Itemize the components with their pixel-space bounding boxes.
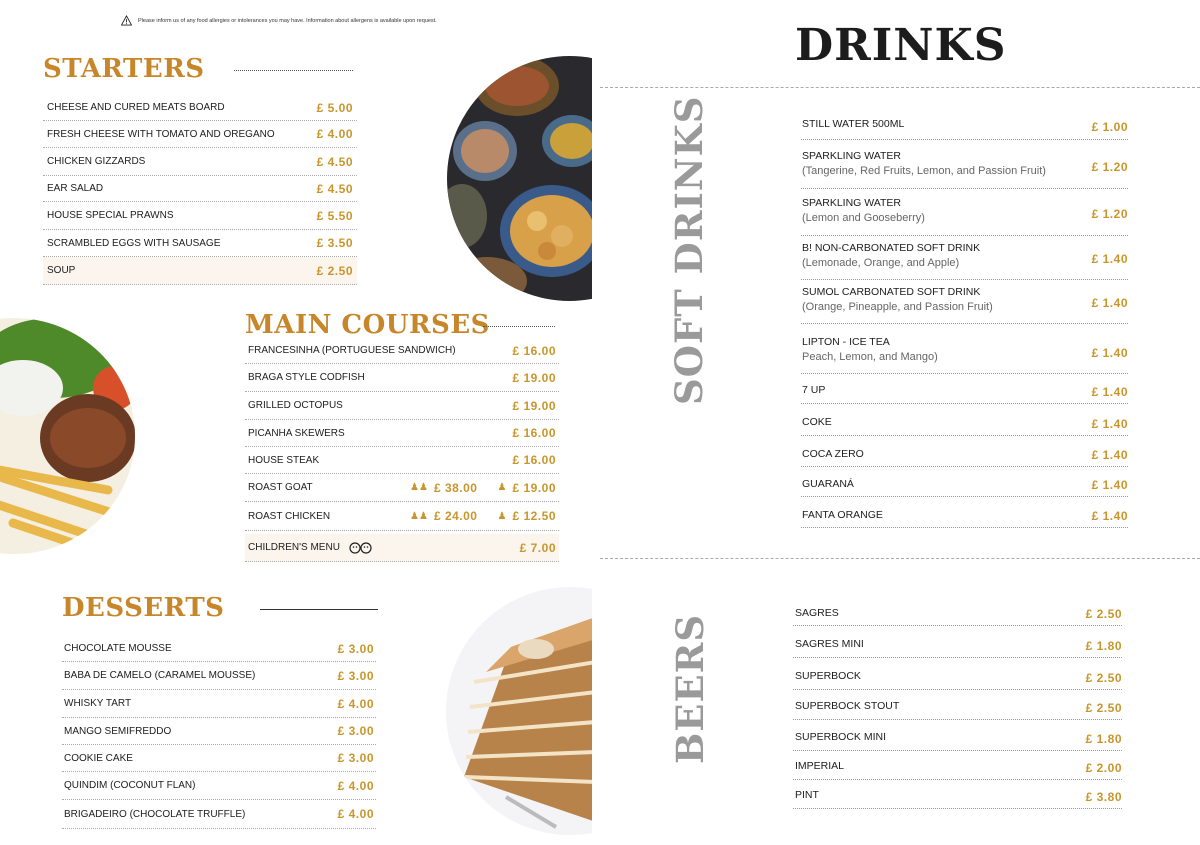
- drinks-middle-divider: [600, 558, 1200, 559]
- list-item: SUPERBOCK STOUT £ 2.50: [793, 696, 1122, 720]
- list-item: FRANCESINHA (PORTUGUESE SANDWICH) £ 16.00: [245, 338, 559, 364]
- list-item: MANGO SEMIFREDDO £ 3.00: [62, 718, 376, 745]
- two-people-icon: ♟♟: [410, 482, 428, 493]
- drinks-title: DRINKS: [795, 20, 1007, 71]
- list-item: IMPERIAL £ 2.00: [793, 756, 1122, 780]
- list-item: CHEESE AND CURED MEATS BOARD £ 5.00: [43, 95, 357, 121]
- list-item: PICANHA SKEWERS £ 16.00: [245, 420, 559, 447]
- list-item: QUINDIM (COCONUT FLAN) £ 4.00: [62, 772, 376, 800]
- list-item: CHILDREN'S MENU £ 7.00: [245, 534, 559, 562]
- list-item: COCA ZERO £ 1.40: [801, 444, 1128, 467]
- list-item: ROAST GOAT ♟♟ £ 38.00 ♟ £ 19.00: [245, 474, 559, 502]
- list-item: ROAST CHICKEN ♟♟ £ 24.00 ♟ £ 12.50: [245, 502, 559, 531]
- allergen-notice-text: Please inform us of any food allergies or intolerances you may have. Information about allergens is available upon request.: [138, 17, 437, 24]
- list-item: BRIGADEIRO (CHOCOLATE TRUFFLE) £ 4.00: [62, 800, 376, 829]
- list-item: GRILLED OCTOPUS £ 19.00: [245, 392, 559, 420]
- list-item: WHISKY TART £ 4.00: [62, 690, 376, 718]
- list-item: LIPTON - ICE TEA Peach, Lemon, and Mango) £ 1.40: [801, 332, 1128, 374]
- list-item: SOUP £ 2.50: [43, 257, 357, 285]
- beers-title: BEERS: [668, 613, 712, 764]
- list-item: SAGRES £ 2.50: [793, 603, 1122, 626]
- list-item: PINT £ 3.80: [793, 785, 1122, 809]
- one-person-icon: ♟: [497, 482, 507, 493]
- list-item: SPARKLING WATER (Lemon and Gooseberry) £ 1.20: [801, 193, 1128, 236]
- starters-rule: [234, 70, 353, 71]
- list-item: EAR SALAD £ 4.50: [43, 176, 357, 202]
- list-item: B! NON-CARBONATED SOFT DRINK (Lemonade, Orange, and Apple) £ 1.40: [801, 238, 1128, 280]
- allergen-notice: [121, 15, 437, 26]
- mains-title: MAIN COURSES: [245, 310, 490, 340]
- list-item: FRESH CHEESE WITH TOMATO AND OREGANO £ 4.00: [43, 121, 357, 148]
- list-item: CHICKEN GIZZARDS £ 4.50: [43, 148, 357, 176]
- list-item: SUPERBOCK £ 2.50: [793, 666, 1122, 690]
- desserts-title: DESSERTS: [62, 593, 225, 623]
- one-person-icon: ♟: [497, 510, 507, 522]
- starters-photo: [447, 56, 692, 301]
- list-item: COKE £ 1.40: [801, 412, 1128, 436]
- list-item: BABA DE CAMELO (CARAMEL MOUSSE) £ 3.00: [62, 662, 376, 690]
- list-item: 7 UP £ 1.40: [801, 380, 1128, 404]
- soft-drinks-title: SOFT DRINKS: [667, 95, 711, 405]
- desserts-photo: [446, 587, 694, 835]
- list-item: SPARKLING WATER (Tangerine, Red Fruits, Lemon, and Passion Fruit) £ 1.20: [801, 146, 1128, 189]
- warning-icon: [121, 15, 132, 26]
- list-item: COOKIE CAKE £ 3.00: [62, 745, 376, 772]
- two-people-icon: ♟♟: [410, 510, 428, 522]
- list-item: CHOCOLATE MOUSSE £ 3.00: [62, 636, 376, 662]
- list-item: HOUSE SPECIAL PRAWNS £ 5.50: [43, 202, 357, 230]
- drinks-top-divider: [600, 87, 1200, 88]
- list-item: HOUSE STEAK £ 16.00: [245, 447, 559, 474]
- list-item: SAGRES MINI £ 1.80: [793, 634, 1122, 658]
- list-item: GUARANÁ £ 1.40: [801, 474, 1128, 497]
- mains-photo: [0, 318, 135, 554]
- list-item: SCRAMBLED EGGS WITH SAUSAGE £ 3.50: [43, 230, 357, 257]
- list-item: SUPERBOCK MINI £ 1.80: [793, 727, 1122, 751]
- mains-rule: [483, 326, 555, 327]
- starters-title: STARTERS: [43, 54, 205, 84]
- list-item: FANTA ORANGE £ 1.40: [801, 505, 1128, 528]
- children-icon: [348, 542, 374, 554]
- list-item: STILL WATER 500ML £ 1.00: [801, 114, 1128, 140]
- list-item: SUMOL CARBONATED SOFT DRINK (Orange, Pineapple, and Passion Fruit) £ 1.40: [801, 282, 1128, 324]
- list-item: BRAGA STYLE CODFISH £ 19.00: [245, 364, 559, 392]
- desserts-rule: [260, 609, 378, 610]
